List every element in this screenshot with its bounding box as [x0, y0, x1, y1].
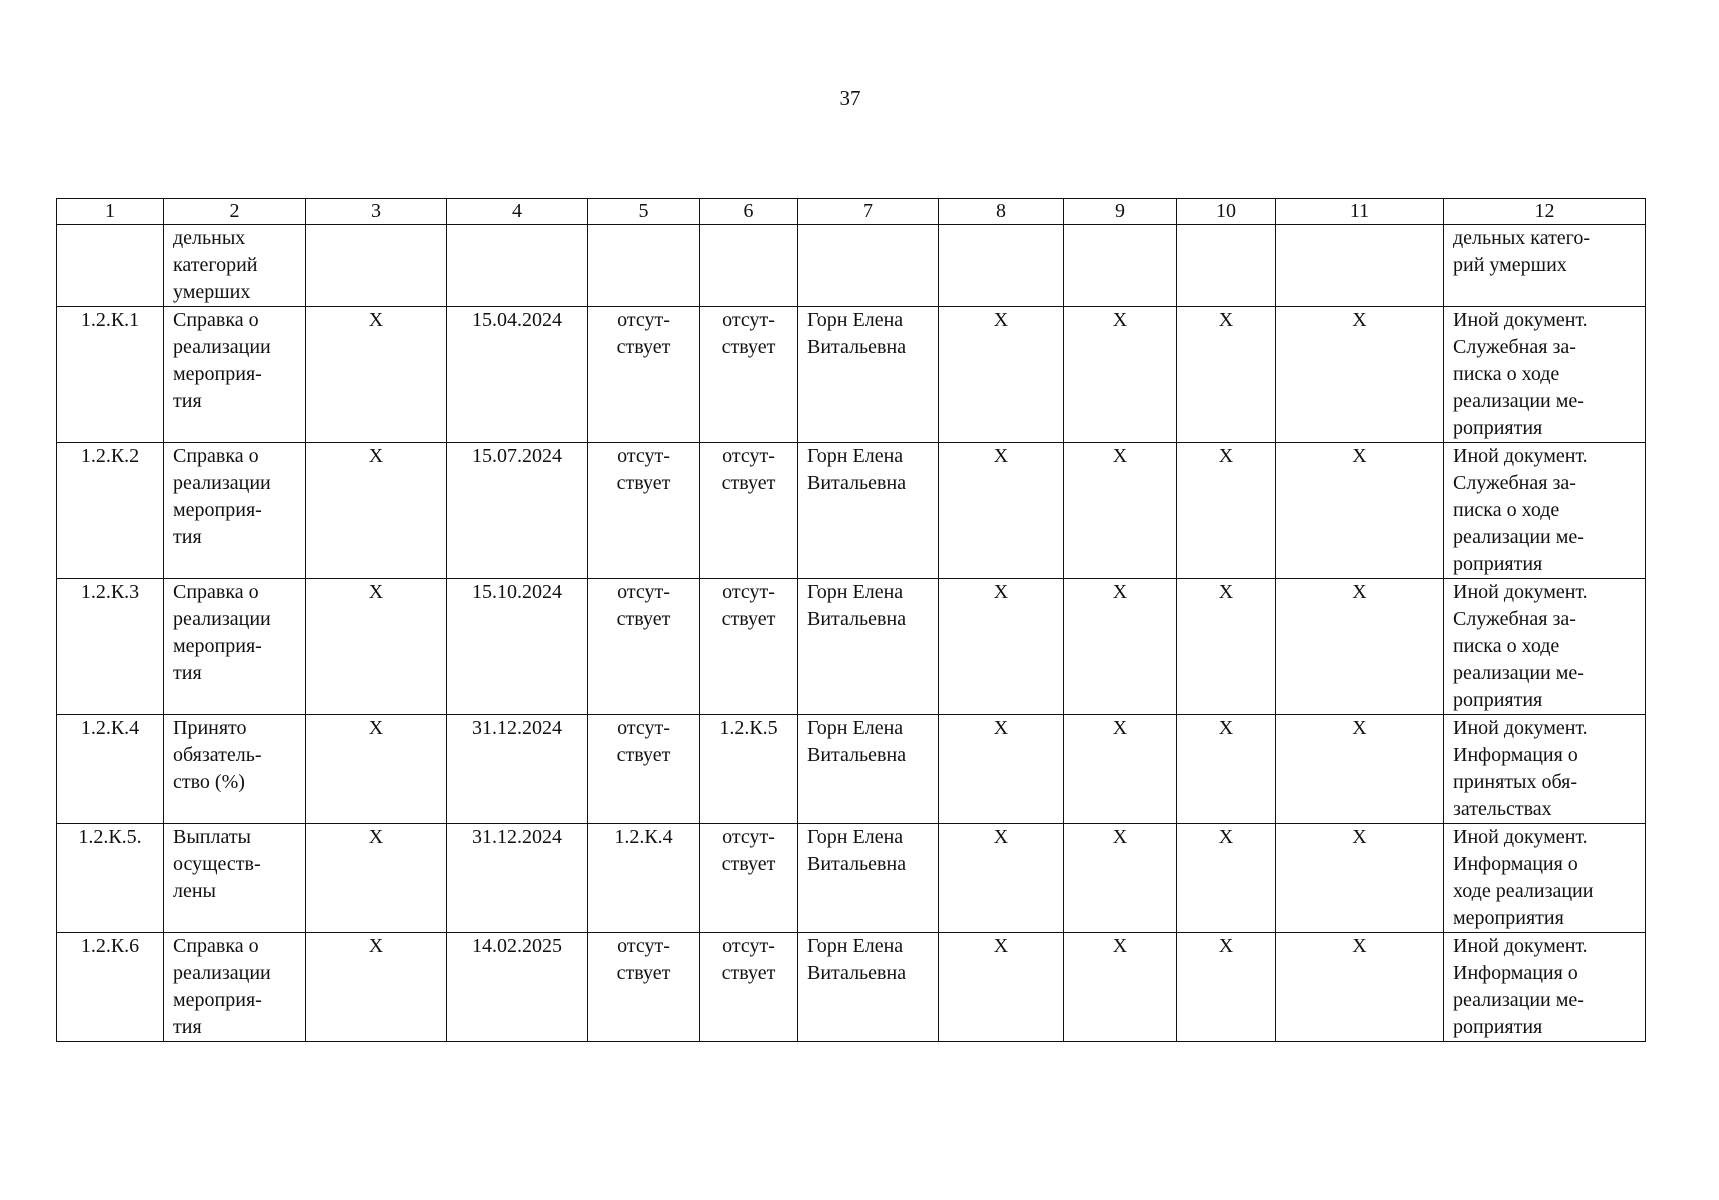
mark-cell: X: [1064, 715, 1177, 824]
row-name-cell: Справка о реализации мероприя- тия: [164, 579, 306, 715]
predecessor-cell: отсут- ствует: [588, 579, 700, 715]
mark-cell: X: [306, 307, 447, 443]
column-number-cell: 3: [306, 199, 447, 225]
mark-cell: X: [306, 443, 447, 579]
column-number-cell: 2: [164, 199, 306, 225]
mark-cell: X: [306, 824, 447, 933]
mark-cell: X: [939, 824, 1064, 933]
mark-cell: X: [939, 933, 1064, 1042]
mark-cell: X: [1177, 824, 1276, 933]
document-type-cell: Иной документ. Информация о принятых обя- зательствах: [1444, 715, 1646, 824]
successor-cell: 1.2.К.5: [700, 715, 798, 824]
date-cell: 15.10.2024: [447, 579, 588, 715]
successor-cell: отсут- ствует: [700, 443, 798, 579]
date-cell: 31.12.2024: [447, 715, 588, 824]
mark-cell: X: [1177, 933, 1276, 1042]
column-number-cell: 1: [57, 199, 164, 225]
column-number-row: [57, 199, 1646, 225]
mark-cell: X: [939, 579, 1064, 715]
responsible-person-cell: Горн Елена Витальевна: [798, 307, 939, 443]
cell: [939, 225, 1064, 307]
cell: [57, 225, 164, 307]
row-id-cell: 1.2.К.3: [57, 579, 164, 715]
mark-cell: X: [939, 715, 1064, 824]
cell: [447, 225, 588, 307]
row-name-cell: Справка о реализации мероприя- тия: [164, 307, 306, 443]
cell: [1064, 225, 1177, 307]
date-cell: 15.04.2024: [447, 307, 588, 443]
mark-cell: X: [306, 579, 447, 715]
predecessor-cell: отсут- ствует: [588, 933, 700, 1042]
successor-cell: отсут- ствует: [700, 307, 798, 443]
successor-cell: отсут- ствует: [700, 579, 798, 715]
document-type-cell: Иной документ. Служебная за- писка о ходе реализации ме- роприятия: [1444, 307, 1646, 443]
row-name-cell: Выплаты осуществ- лены: [164, 824, 306, 933]
successor-cell: отсут- ствует: [700, 933, 798, 1042]
predecessor-cell: отсут- ствует: [588, 443, 700, 579]
row-id-cell: 1.2.К.5.: [57, 824, 164, 933]
responsible-person-cell: Горн Елена Витальевна: [798, 579, 939, 715]
row-id-cell: 1.2.К.2: [57, 443, 164, 579]
responsible-person-cell: Горн Елена Витальевна: [798, 824, 939, 933]
mark-cell: X: [1276, 443, 1444, 579]
cell: [306, 225, 447, 307]
table-row: [57, 307, 1646, 443]
cell: [700, 225, 798, 307]
column-number-cell: 5: [588, 199, 700, 225]
document-type-cell: Иной документ. Служебная за- писка о ходе реализации ме- роприятия: [1444, 443, 1646, 579]
mark-cell: X: [939, 443, 1064, 579]
row-name-cell: Справка о реализации мероприя- тия: [164, 933, 306, 1042]
date-cell: 14.02.2025: [447, 933, 588, 1042]
column-number-cell: 7: [798, 199, 939, 225]
mark-cell: X: [1064, 933, 1177, 1042]
mark-cell: X: [1177, 307, 1276, 443]
responsible-person-cell: Горн Елена Витальевна: [798, 715, 939, 824]
mark-cell: X: [1177, 579, 1276, 715]
date-cell: 15.07.2024: [447, 443, 588, 579]
responsible-person-cell: Горн Елена Витальевна: [798, 443, 939, 579]
continuation-row: [57, 225, 1646, 307]
document-type-cell: Иной документ. Информация о ходе реализации мероприятия: [1444, 824, 1646, 933]
mark-cell: X: [1177, 443, 1276, 579]
column-number-cell: 6: [700, 199, 798, 225]
table-row: [57, 443, 1646, 579]
table-row: [57, 579, 1646, 715]
mark-cell: X: [1177, 715, 1276, 824]
column-number-cell: 10: [1177, 199, 1276, 225]
row-name-cell: Принято обязатель- ство (%): [164, 715, 306, 824]
mark-cell: X: [1276, 824, 1444, 933]
column-number-cell: 11: [1276, 199, 1444, 225]
mark-cell: X: [1276, 307, 1444, 443]
row-name-cell: Справка о реализации мероприя- тия: [164, 443, 306, 579]
document-type-cell: Иной документ. Служебная за- писка о ходе реализации ме- роприятия: [1444, 579, 1646, 715]
successor-cell: отсут- ствует: [700, 824, 798, 933]
mark-cell: X: [306, 715, 447, 824]
row-id-cell: 1.2.К.1: [57, 307, 164, 443]
table-row: [57, 933, 1646, 1042]
column-number-cell: 12: [1444, 199, 1646, 225]
mark-cell: X: [1064, 443, 1177, 579]
continuation-name-cell: дельных категорий умерших: [164, 225, 306, 307]
cell: [1177, 225, 1276, 307]
responsible-person-cell: Горн Елена Витальевна: [798, 933, 939, 1042]
mark-cell: X: [1276, 715, 1444, 824]
table-row: [57, 824, 1646, 933]
document-table: [56, 198, 1646, 1042]
mark-cell: X: [1064, 824, 1177, 933]
mark-cell: X: [306, 933, 447, 1042]
predecessor-cell: отсут- ствует: [588, 307, 700, 443]
column-number-cell: 4: [447, 199, 588, 225]
continuation-doc-cell: дельных катего- рий умерших: [1444, 225, 1646, 307]
date-cell: 31.12.2024: [447, 824, 588, 933]
cell: [798, 225, 939, 307]
table-row: [57, 715, 1646, 824]
column-number-cell: 9: [1064, 199, 1177, 225]
cell: [1276, 225, 1444, 307]
mark-cell: X: [1276, 933, 1444, 1042]
cell: [588, 225, 700, 307]
mark-cell: X: [1064, 307, 1177, 443]
page-number: 37: [839, 86, 861, 110]
predecessor-cell: отсут- ствует: [588, 715, 700, 824]
mark-cell: X: [1064, 579, 1177, 715]
column-number-cell: 8: [939, 199, 1064, 225]
predecessor-cell: 1.2.К.4: [588, 824, 700, 933]
mark-cell: X: [939, 307, 1064, 443]
document-type-cell: Иной документ. Информация о реализации ме- роприятия: [1444, 933, 1646, 1042]
row-id-cell: 1.2.К.6: [57, 933, 164, 1042]
mark-cell: X: [1276, 579, 1444, 715]
row-id-cell: 1.2.К.4: [57, 715, 164, 824]
